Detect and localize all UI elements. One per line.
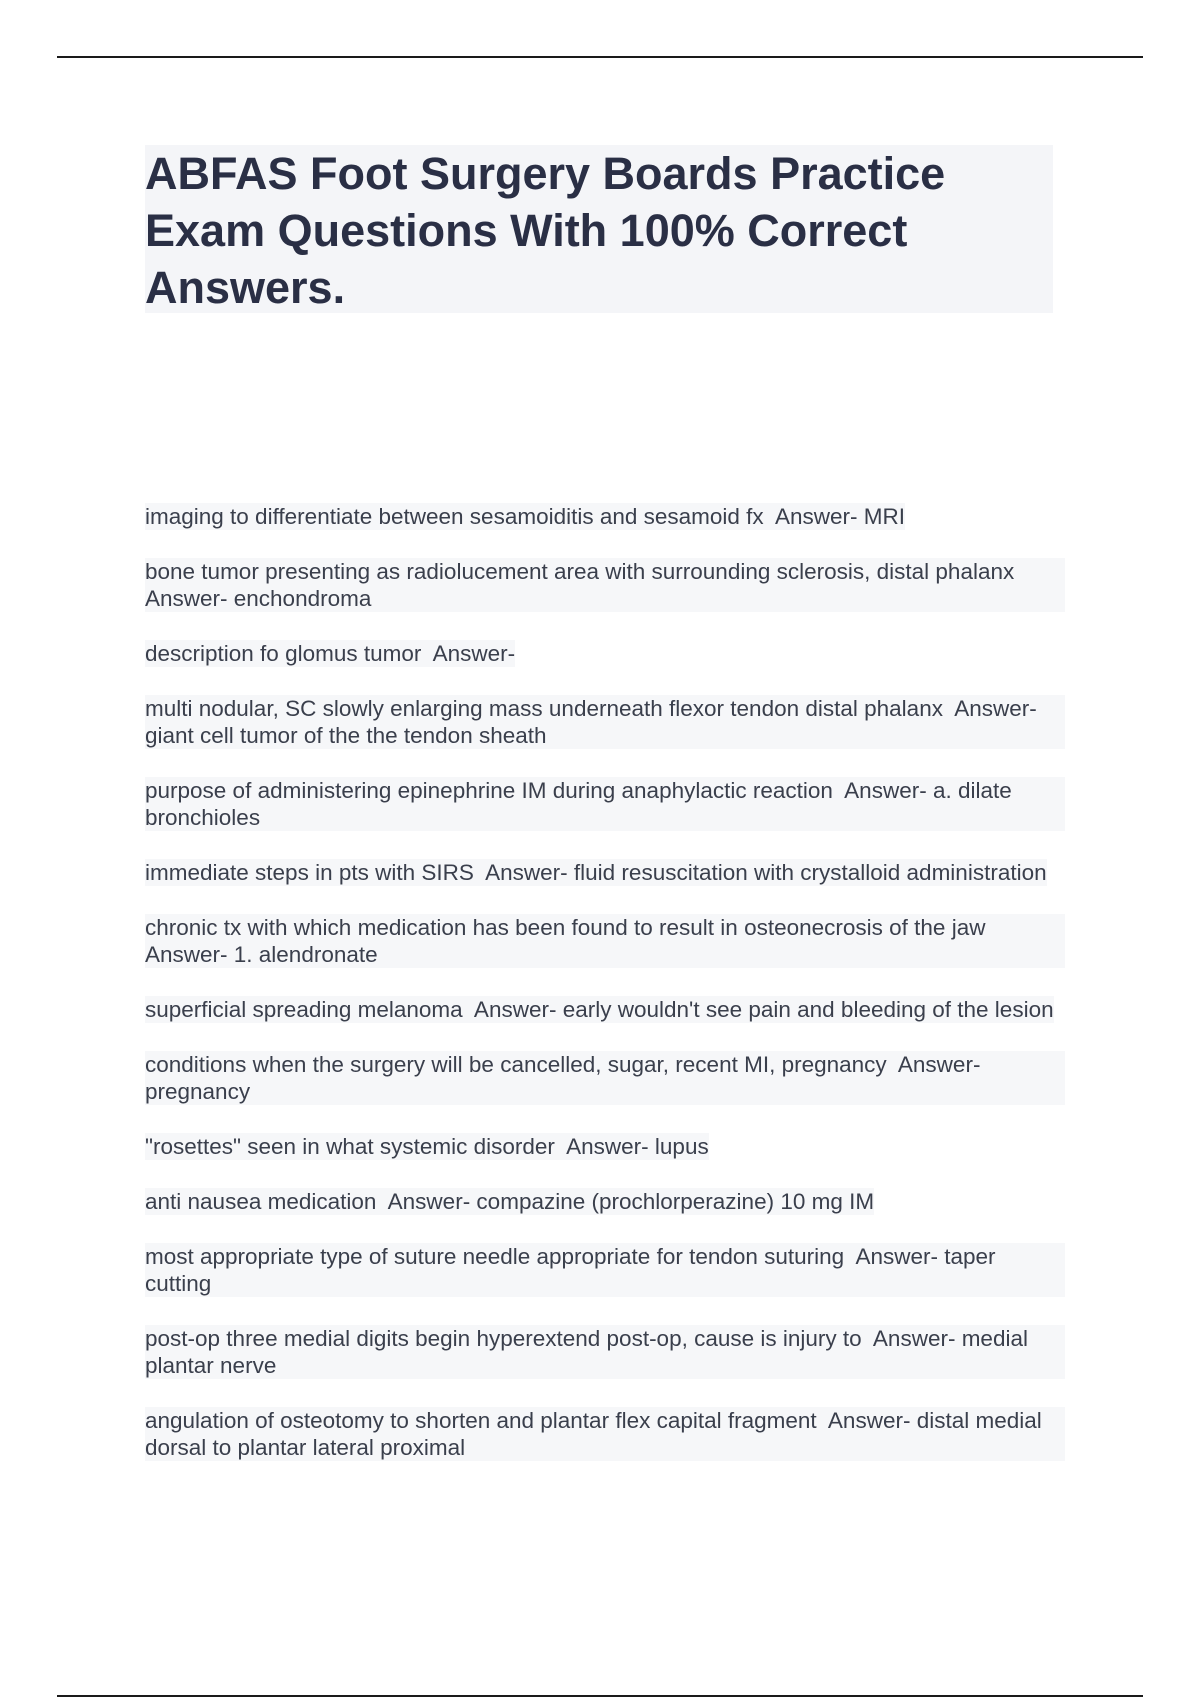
top-divider: [57, 56, 1143, 58]
qa-item: conditions when the surgery will be cancelled, sugar, recent MI, pregnancy Answer- pregnancy: [145, 1051, 1065, 1105]
qa-item: immediate steps in pts with SIRS Answer- fluid resuscitation with crystalloid administration: [145, 860, 1047, 885]
qa-item: angulation of osteotomy to shorten and plantar flex capital fragment Answer- distal medial dorsal to plantar lateral proximal: [145, 1407, 1065, 1461]
qa-item: purpose of administering epinephrine IM during anaphylactic reaction Answer- a. dilate bronchioles: [145, 777, 1065, 831]
qa-item: imaging to differentiate between sesamoiditis and sesamoid fx Answer- MRI: [145, 504, 905, 529]
qa-item: bone tumor presenting as radiolucement area with surrounding sclerosis, distal phalanx Answer- enchondroma: [145, 558, 1065, 612]
qa-item: "rosettes" seen in what systemic disorder Answer- lupus: [145, 1134, 709, 1159]
bottom-divider: [57, 1695, 1143, 1697]
qa-item: anti nausea medication Answer- compazine (prochlorperazine) 10 mg IM: [145, 1189, 875, 1214]
qa-item: multi nodular, SC slowly enlarging mass underneath flexor tendon distal phalanx Answer- giant cell tumor of the the tendon sheath: [145, 695, 1065, 749]
qa-item: superficial spreading melanoma Answer- early wouldn't see pain and bleeding of the lesion: [145, 997, 1054, 1022]
qa-item: most appropriate type of suture needle appropriate for tendon suturing Answer- taper cutting: [145, 1243, 1065, 1297]
qa-item: chronic tx with which medication has been found to result in osteonecrosis of the jaw Answer- 1. alendronate: [145, 914, 1065, 968]
qa-item: description fo glomus tumor Answer-: [145, 641, 516, 666]
qa-list: [145, 503, 1065, 1489]
document-title: ABFAS Foot Surgery Boards Practice Exam Questions With 100% Correct Answers.: [145, 148, 946, 313]
title-block: [145, 145, 1053, 313]
qa-item: post-op three medial digits begin hyperextend post-op, cause is injury to Answer- medial plantar nerve: [145, 1325, 1065, 1379]
